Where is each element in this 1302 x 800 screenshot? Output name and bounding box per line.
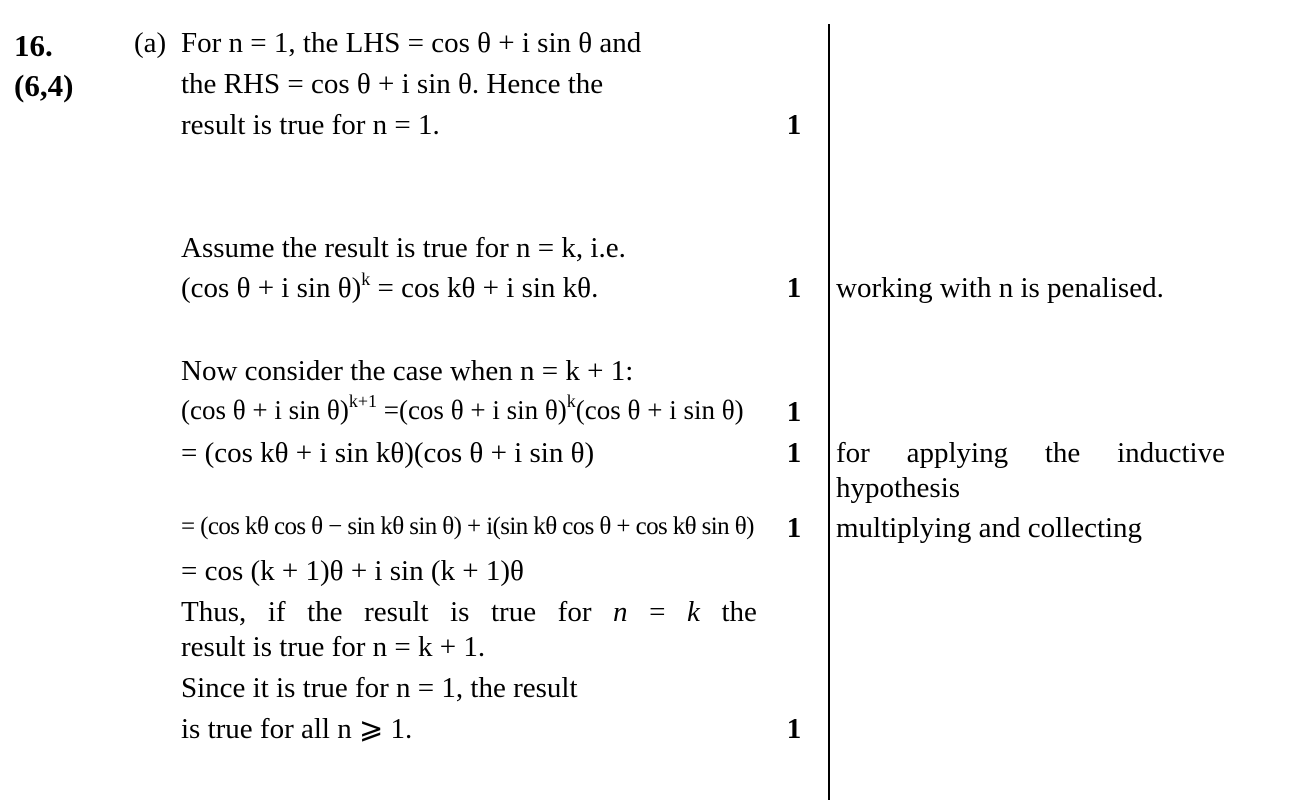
assumption-line-1: Assume the result is true for n = k, i.e.: [181, 232, 626, 264]
expansion-middle: =(cos θ + i sin θ): [376, 395, 567, 425]
inductive-step-intro: Now consider the case when n = k + 1:: [181, 355, 634, 387]
question-number: 16.: [14, 28, 53, 63]
conclusion-line-3: Since it is true for n = 1, the result: [181, 672, 578, 704]
column-divider: [828, 24, 830, 800]
part-label: (a): [134, 27, 167, 59]
mark-2: 1: [786, 272, 802, 304]
expansion-exponent-1: k+1: [348, 391, 377, 411]
conclusion-line-1: Thus, if the result is true for n = k the: [181, 596, 757, 628]
expansion-line-1: [181, 391, 744, 425]
question-marks-split: (6,4): [14, 68, 74, 103]
assumption-exponent: k: [361, 269, 371, 289]
mark-1: 1: [786, 109, 802, 141]
expansion-line-4: = cos (k + 1)θ + i sin (k + 1)θ: [181, 555, 524, 587]
conclusion-line-2: result is true for n = k + 1.: [181, 631, 486, 663]
mark-3: 1: [786, 396, 802, 428]
mark-4: 1: [786, 437, 802, 469]
assumption-rhs: = cos kθ + i sin kθ.: [370, 272, 599, 304]
base-case-line-1: For n = 1, the LHS = cos θ + i sin θ and: [181, 27, 642, 59]
mark-6: 1: [786, 713, 802, 745]
assumption-lhs: (cos θ + i sin θ): [181, 272, 362, 304]
comment-inductive-hypothesis-line-1: for applying the inductive: [836, 437, 1225, 469]
expansion-end: (cos θ + i sin θ): [575, 395, 744, 425]
assumption-line-2: [181, 269, 599, 304]
comment-working-with-n: working with n is penalised.: [836, 272, 1164, 304]
mark-5: 1: [786, 512, 802, 544]
expansion-lhs: (cos θ + i sin θ): [181, 395, 349, 425]
expansion-line-3: = (cos kθ cos θ − sin kθ sin θ) + i(sin kθ cos θ + cos kθ sin θ): [181, 513, 754, 540]
base-case-line-2: the RHS = cos θ + i sin θ. Hence the: [181, 68, 604, 100]
comment-inductive-hypothesis-line-2: hypothesis: [836, 472, 961, 504]
base-case-line-3: result is true for n = 1.: [181, 109, 440, 141]
expansion-exponent-2: k: [566, 391, 576, 411]
comment-multiplying-collecting: multiplying and collecting: [836, 512, 1143, 544]
expansion-line-2: = (cos kθ + i sin kθ)(cos θ + i sin θ): [181, 437, 595, 469]
conclusion-line-4: is true for all n ⩾ 1.: [181, 713, 413, 745]
